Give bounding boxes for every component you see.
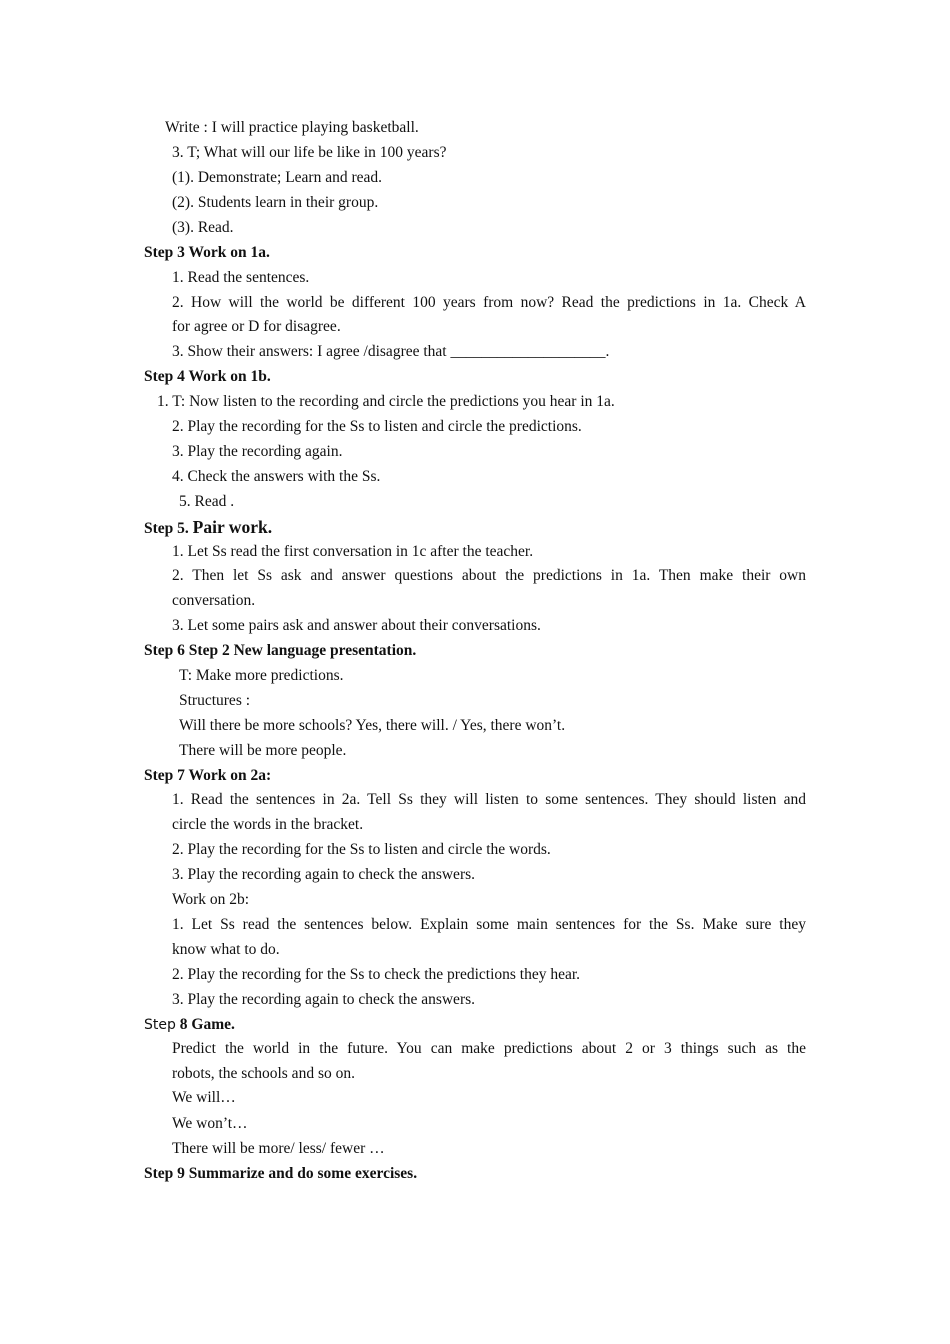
text-line: There will be more people. bbox=[179, 742, 347, 759]
text-line: Work on 2b: bbox=[172, 891, 250, 908]
text-line: know what to do. bbox=[172, 941, 280, 958]
step-word: Step bbox=[144, 1017, 176, 1033]
text-line: Write : I will practice playing basketball. bbox=[165, 119, 419, 136]
step-heading: Step 4 Work on 1b. bbox=[144, 368, 271, 385]
text-line: 1. Let Ss read the sentences below. Explain some main sentences for the Ss. Make sure they bbox=[172, 916, 806, 933]
text-line: conversation. bbox=[172, 592, 256, 609]
step-heading: Step 6 Step 2 New language presentation. bbox=[144, 642, 417, 659]
text-line: for agree or D for disagree. bbox=[172, 318, 341, 335]
text-line: 1. T: Now listen to the recording and circle the predictions you hear in 1a. bbox=[157, 393, 615, 410]
step-heading bbox=[144, 518, 272, 538]
text-line: robots, the schools and so on. bbox=[172, 1065, 355, 1082]
text-line: circle the words in the bracket. bbox=[172, 816, 364, 833]
text-line: 3. T; What will our life be like in 100 years? bbox=[172, 144, 447, 161]
step-heading: Step 7 Work on 2a: bbox=[144, 767, 272, 784]
step-heading bbox=[144, 1016, 235, 1034]
text-line: 2. Play the recording for the Ss to listen and circle the words. bbox=[172, 841, 551, 858]
text-line: 3. Play the recording again. bbox=[172, 443, 343, 460]
step-number: Step 5. bbox=[144, 520, 189, 537]
text-line: 4. Check the answers with the Ss. bbox=[172, 468, 381, 485]
text-line: 2. Then let Ss ask and answer questions about the predictions in 1a. Then make their own bbox=[172, 567, 806, 584]
text-line: 3. Show their answers: I agree /disagree that ____________________. bbox=[172, 343, 610, 360]
text-line: T: Make more predictions. bbox=[179, 667, 344, 684]
text-line: 3. Play the recording again to check the answers. bbox=[172, 991, 476, 1008]
text-line: We won’t… bbox=[172, 1115, 248, 1132]
step-title: Pair work. bbox=[192, 517, 273, 537]
text-line: 1. Let Ss read the first conversation in 1c after the teacher. bbox=[172, 543, 534, 560]
text-line: 1. Read the sentences in 2a. Tell Ss they will listen to some sentences. They should listen and bbox=[172, 791, 806, 808]
text-line: 2. Play the recording for the Ss to check the predictions they hear. bbox=[172, 966, 581, 983]
text-line: We will… bbox=[172, 1089, 236, 1106]
step-heading: Step 9 Summarize and do some exercises. bbox=[144, 1165, 418, 1182]
text-line: 2. How will the world be different 100 years from now? Read the predictions in 1a. Check A bbox=[172, 294, 806, 311]
text-line: 5. Read . bbox=[179, 493, 235, 510]
text-line: Will there be more schools? Yes, there will. / Yes, there won’t. bbox=[179, 717, 566, 734]
text-line: 3. Let some pairs ask and answer about their conversations. bbox=[172, 617, 541, 634]
step-title: 8 Game. bbox=[175, 1016, 235, 1033]
text-line: Structures : bbox=[179, 692, 251, 709]
text-line: 2. Play the recording for the Ss to listen and circle the predictions. bbox=[172, 418, 582, 435]
text-line: Predict the world in the future. You can make predictions about 2 or 3 things such as the bbox=[172, 1040, 806, 1057]
text-line: (3). Read. bbox=[172, 219, 234, 236]
step-heading: Step 3 Work on 1a. bbox=[144, 244, 270, 261]
text-line: (1). Demonstrate; Learn and read. bbox=[172, 169, 383, 186]
text-line: 3. Play the recording again to check the answers. bbox=[172, 866, 476, 883]
text-line: (2). Students learn in their group. bbox=[172, 194, 379, 211]
text-line: 1. Read the sentences. bbox=[172, 269, 310, 286]
text-line: There will be more/ less/ fewer … bbox=[172, 1140, 385, 1157]
